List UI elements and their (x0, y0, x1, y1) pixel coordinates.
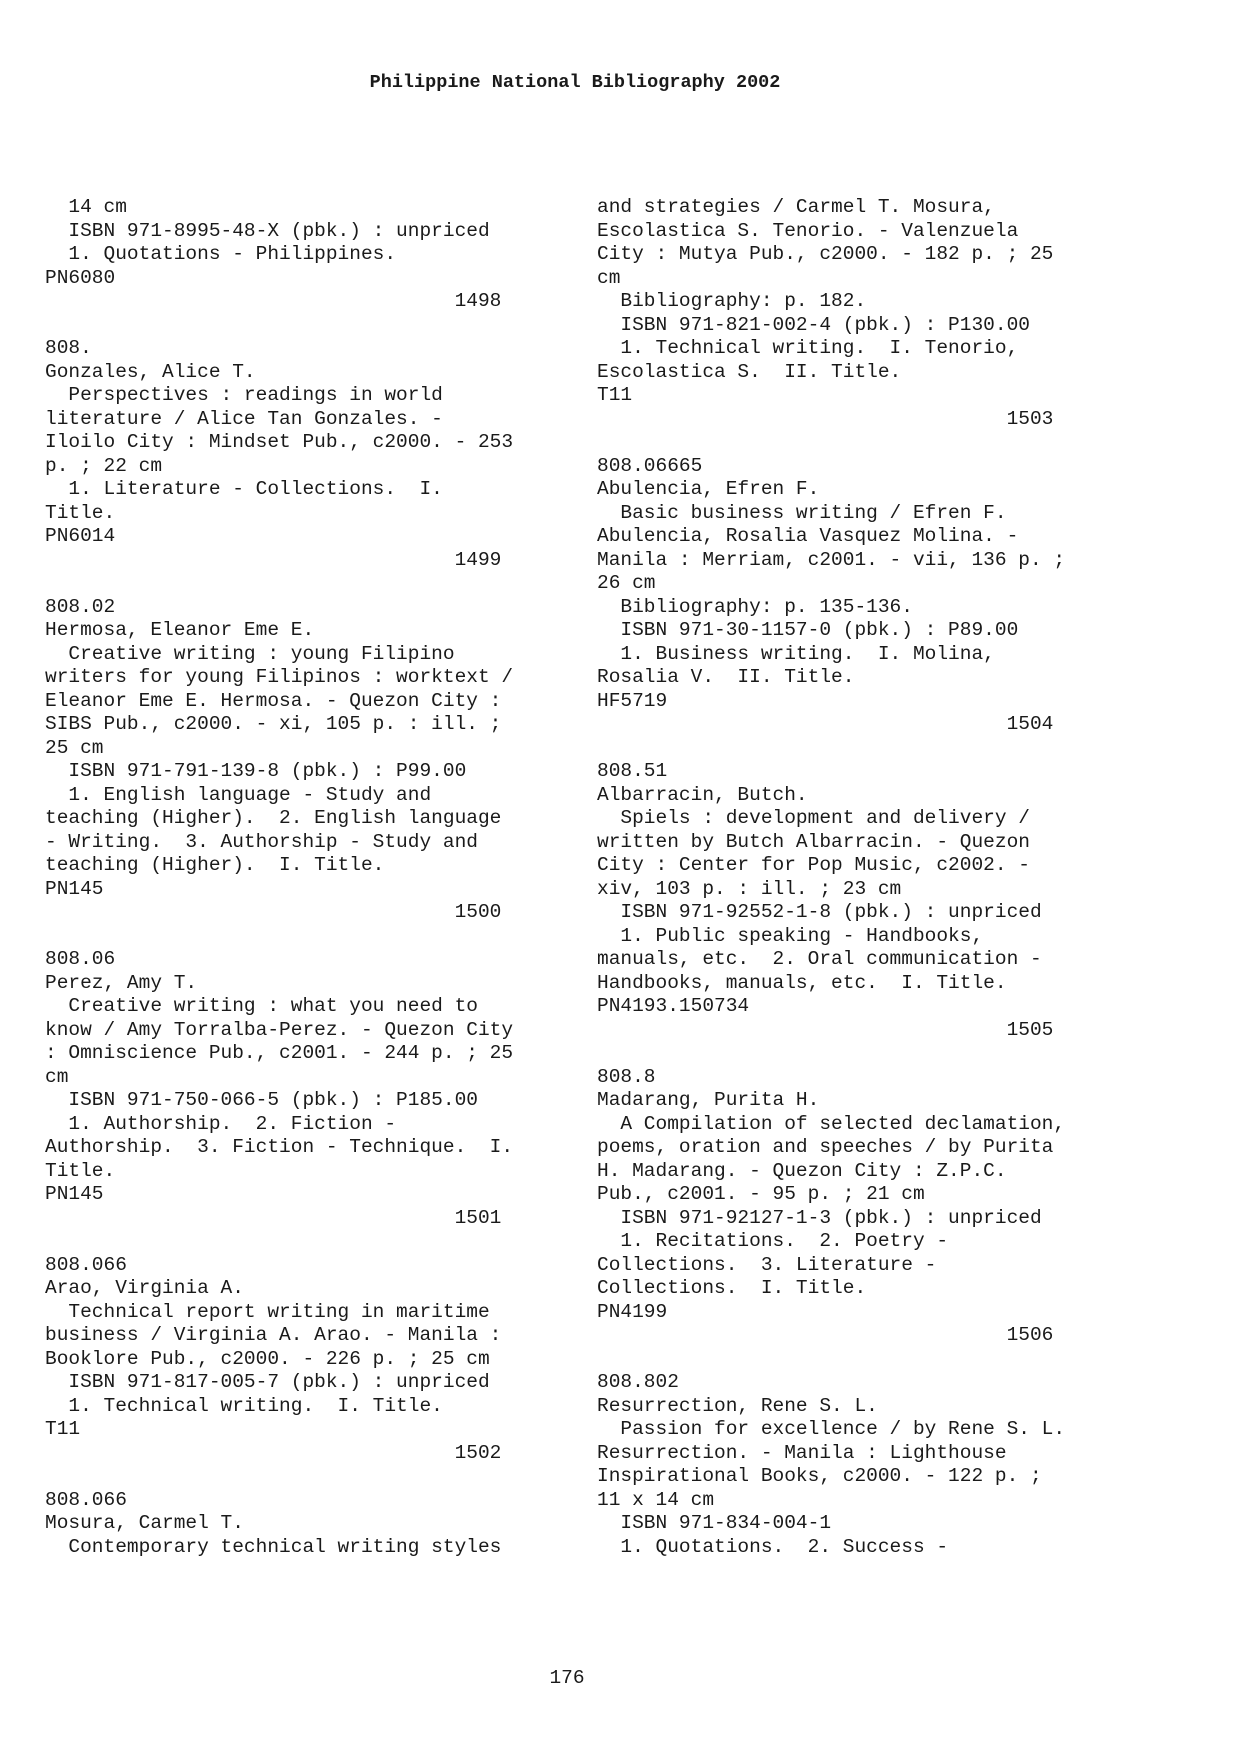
bibliography-line: 1. Literature - Collections. I. (45, 478, 443, 500)
bibliography-line: Title. (45, 1159, 116, 1182)
bibliography-line: Eleanor Eme E. Hermosa. - Quezon City : (45, 689, 502, 712)
bibliography-line: literature / Alice Tan Gonzales. - (45, 407, 443, 430)
bibliography-line: PN145 (45, 877, 104, 900)
bibliography-line: Abulencia, Efren F. (597, 478, 820, 500)
bibliography-line: Resurrection, Rene S. L. (597, 1394, 878, 1417)
bibliography-line: 25 cm (45, 736, 104, 759)
bibliography-line: teaching (Higher). I. Title. (45, 854, 385, 876)
bibliography-line: Perspectives : readings in world (45, 384, 443, 406)
bibliography-line: Bibliography: p. 182. (597, 290, 867, 312)
bibliography-line: 1498 (45, 290, 502, 312)
bibliography-line: cm (45, 1065, 69, 1088)
bibliography-line: ISBN 971-92127-1-3 (pbk.) : unpriced (597, 1206, 1042, 1229)
bibliography-line: A Compilation of selected declamation, (597, 1112, 1066, 1135)
bibliography-line: know / Amy Torralba-Perez. - Quezon City (45, 1018, 514, 1041)
bibliography-line: p. ; 22 cm (45, 454, 163, 477)
bibliography-line: Handbooks, manuals, etc. I. Title. (597, 971, 1007, 994)
bibliography-line: Passion for excellence / by Rene S. L. (597, 1418, 1066, 1440)
bibliography-line: Arao, Virginia A. (45, 1277, 244, 1299)
bibliography-line: 11 x 14 cm (597, 1488, 715, 1511)
bibliography-line: 1504 (597, 713, 1054, 735)
bibliography-line (597, 737, 1102, 761)
bibliography-line: 14 cm (45, 196, 127, 218)
bibliography-line: Madarang, Purita H. (597, 1089, 820, 1111)
bibliography-line: 1. Business writing. I. Molina, (597, 642, 995, 665)
bibliography-line: 808.802 (597, 1371, 679, 1393)
bibliography-line: City : Mutya Pub., c2000. - 182 p. ; 25 (597, 243, 1054, 265)
page-number: 176 (549, 1667, 585, 1689)
bibliography-line: 26 cm (597, 572, 656, 594)
bibliography-line: 1500 (45, 901, 502, 923)
bibliography-line: Authorship. 3. Fiction - Technique. I. (45, 1136, 514, 1158)
bibliography-line: Collections. I. Title. (597, 1277, 867, 1299)
bibliography-line (45, 1230, 550, 1254)
left-column (45, 196, 550, 1559)
bibliography-line: Title. (45, 501, 116, 524)
bibliography-line: Pub., c2001. - 95 p. ; 21 cm (597, 1183, 925, 1205)
bibliography-line: 1. Public speaking - Handbooks, (597, 924, 984, 947)
bibliography-line: teaching (Higher). 2. English language (45, 807, 502, 829)
bibliography-line: Creative writing : what you need to (45, 995, 478, 1017)
bibliography-line: Albarracin, Butch. (597, 783, 808, 806)
bibliography-line: Technical report writing in maritime (45, 1300, 490, 1323)
page-title: Philippine National Bibliography 2002 (369, 72, 781, 93)
bibliography-line: ISBN 971-821-002-4 (pbk.) : P130.00 (597, 313, 1030, 336)
bibliography-line: 1. Authorship. 2. Fiction - (45, 1112, 397, 1135)
bibliography-line: Gonzales, Alice T. (45, 360, 256, 383)
bibliography-line: ISBN 971-791-139-8 (pbk.) : P99.00 (45, 760, 467, 782)
bibliography-line: PN4193.150734 (597, 995, 750, 1017)
bibliography-line: written by Butch Albarracin. - Quezon (597, 830, 1030, 853)
bibliography-line: 1501 (45, 1206, 502, 1229)
bibliography-line: Escolastica S. Tenorio. - Valenzuela (597, 219, 1019, 242)
bibliography-line (597, 1348, 1102, 1372)
bibliography-line: xiv, 103 p. : ill. ; 23 cm (597, 877, 902, 900)
bibliography-line: Contemporary technical writing styles (45, 1535, 502, 1558)
bibliography-line: 1502 (45, 1441, 502, 1464)
bibliography-line: H. Madarang. - Quezon City : Z.P.C. (597, 1159, 1007, 1182)
bibliography-line: City : Center for Pop Music, c2002. - (597, 854, 1030, 876)
right-column (597, 196, 1102, 1559)
bibliography-line: : Omniscience Pub., c2001. - 244 p. ; 25 (45, 1042, 514, 1064)
bibliography-line: Manila : Merriam, c2001. - vii, 136 p. ; (597, 548, 1066, 571)
bibliography-line: and strategies / Carmel T. Mosura, (597, 196, 995, 218)
bibliography-line: ISBN 971-817-005-7 (pbk.) : unpriced (45, 1371, 490, 1393)
bibliography-line: Bibliography: p. 135-136. (597, 595, 913, 618)
bibliography-line: T11 (597, 384, 633, 406)
bibliography-line: ISBN 971-92552-1-8 (pbk.) : unpriced (597, 901, 1042, 923)
bibliography-line: PN6014 (45, 525, 116, 547)
bibliography-line: 1506 (597, 1324, 1054, 1346)
bibliography-line: 1503 (597, 407, 1054, 430)
bibliography-line: T11 (45, 1418, 81, 1440)
bibliography-line: manuals, etc. 2. Oral communication - (597, 948, 1042, 970)
bibliography-line: Booklore Pub., c2000. - 226 p. ; 25 cm (45, 1347, 490, 1370)
bibliography-line: HF5719 (597, 689, 668, 712)
bibliography-line: ISBN 971-750-066-5 (pbk.) : P185.00 (45, 1089, 478, 1111)
bibliography-line: Iloilo City : Mindset Pub., c2000. - 253 (45, 431, 514, 453)
bibliography-line: poems, oration and speeches / by Purita (597, 1136, 1054, 1158)
bibliography-line: ISBN 971-834-004-1 (597, 1512, 832, 1534)
bibliography-line: Perez, Amy T. (45, 971, 198, 994)
bibliography-line: 1. English language - Study and (45, 783, 432, 806)
bibliography-line (597, 431, 1102, 455)
bibliography-line: 808.066 (45, 1253, 127, 1276)
bibliography-line: SIBS Pub., c2000. - xi, 105 p. : ill. ; (45, 713, 502, 735)
bibliography-line: 1505 (597, 1018, 1054, 1041)
bibliography-line: 808.02 (45, 595, 116, 618)
bibliography-line: 808.066 (45, 1488, 127, 1511)
bibliography-line: ISBN 971-30-1157-0 (pbk.) : P89.00 (597, 619, 1019, 641)
bibliography-line: 808.06665 (597, 454, 703, 477)
bibliography-line (45, 314, 550, 338)
bibliography-line: Rosalia V. II. Title. (597, 666, 855, 688)
bibliography-line: PN4199 (597, 1300, 668, 1323)
bibliography-line: 808.8 (597, 1065, 656, 1088)
bibliography-line: Hermosa, Eleanor Eme E. (45, 619, 315, 641)
bibliography-line: Resurrection. - Manila : Lighthouse (597, 1441, 1007, 1464)
bibliography-line: ISBN 971-8995-48-X (pbk.) : unpriced (45, 219, 490, 242)
bibliography-line: 1499 (45, 548, 502, 571)
bibliography-line (45, 1465, 550, 1489)
bibliography-line: business / Virginia A. Arao. - Manila : (45, 1324, 502, 1346)
bibliography-line: 808.51 (597, 760, 668, 782)
bibliography-line: Inspirational Books, c2000. - 122 p. ; (597, 1465, 1042, 1487)
bibliography-line: 1. Quotations - Philippines. (45, 243, 397, 265)
bibliography-line: PN145 (45, 1183, 104, 1205)
bibliography-line: 1. Technical writing. I. Title. (45, 1394, 443, 1417)
bibliography-line: Abulencia, Rosalia Vasquez Molina. - (597, 525, 1019, 547)
bibliography-line: 808. (45, 337, 92, 359)
bibliography-line: Basic business writing / Efren F. (597, 501, 1007, 524)
bibliography-line: 1. Quotations. 2. Success - (597, 1535, 949, 1558)
bibliography-line: Escolastica S. II. Title. (597, 360, 902, 383)
bibliography-line: Creative writing : young Filipino (45, 642, 455, 665)
bibliography-line (45, 925, 550, 949)
bibliography-line: writers for young Filipinos : worktext / (45, 666, 514, 688)
bibliography-line: - Writing. 3. Authorship - Study and (45, 830, 478, 853)
bibliography-line: cm (597, 266, 621, 289)
bibliography-line: Spiels : development and delivery / (597, 807, 1030, 829)
bibliography-line: 1. Recitations. 2. Poetry - (597, 1230, 949, 1252)
bibliography-line: Collections. 3. Literature - (597, 1253, 937, 1276)
bibliography-line: PN6080 (45, 266, 116, 289)
bibliography-line: 1. Technical writing. I. Tenorio, (597, 337, 1019, 359)
bibliography-line (597, 1042, 1102, 1066)
bibliography-line (45, 572, 550, 596)
bibliography-line: Mosura, Carmel T. (45, 1512, 244, 1534)
bibliography-line: 808.06 (45, 948, 116, 970)
